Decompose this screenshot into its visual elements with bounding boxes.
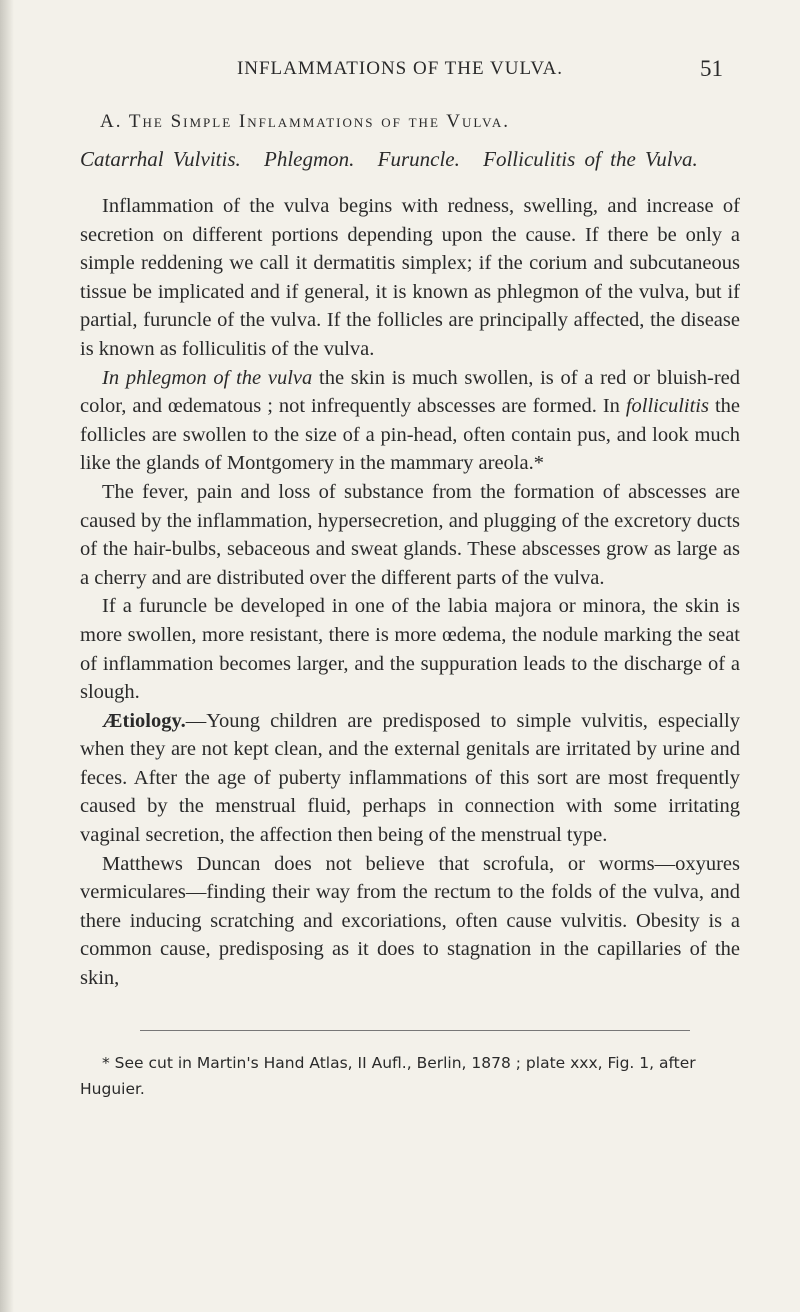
paragraph xyxy=(80,364,740,478)
page-number: 51 xyxy=(700,56,723,81)
subheading-folliculitis: Folliculitis of the Vulva. xyxy=(483,147,698,171)
body-text xyxy=(80,192,740,993)
paragraph: The fever, pain and loss of substance from the formation of abscesses are caused by the inflammation, hypersecretion, and plugging of the excretory ducts of the hair-bulbs, sebaceous and sweat glands. These abscesses grow as large as a cherry and are distributed over the different parts of the vulva. xyxy=(80,480,740,589)
paragraph-text: the follicles are swollen to the size of a pin-head, often contain pus, and look much like the glands of Montgomery in the mammary areola.* xyxy=(80,395,740,475)
subheading-catarrhal: Catarrhal Vulvitis. xyxy=(80,147,241,171)
footnote: * See cut in Martin's Hand Atlas, II Aufl., Berlin, 1878 ; plate xxx, Fig. 1, after Huguier. xyxy=(80,1054,696,1098)
section-heading: A. The Simple Inflammations of the Vulva. xyxy=(100,111,510,132)
subheading-phlegmon: Phlegmon. xyxy=(264,147,355,171)
paragraph-text: —Young children are predisposed to simple vulvitis, especially when they are not kept clean, and the external genitals are irritated by urine and feces. After the age of puberty inflammations of this sort are most frequently caused by the menstrual fluid, perhaps in connection with some irritating vaginal secretion, the affection then being of the menstrual type. xyxy=(80,709,740,847)
subheading-furuncle: Furuncle. xyxy=(377,147,460,171)
aetiology-heading: Ætiology. xyxy=(102,709,186,732)
italic-lead: In phlegmon of the vulva xyxy=(102,366,313,389)
paragraph xyxy=(80,707,740,850)
paragraph: Matthews Duncan does not believe that scrofula, or worms—oxyures vermiculares—finding their way from the rectum to the folds of the vulva, and there inducing scratching and excoriations, often cause vulvitis. Obesity is a common cause, predisposing as it does to stagnation in the capillaries of the skin, xyxy=(80,852,740,990)
paragraph-text: the skin is much swollen, is of a red or bluish-red color, and œdematous ; not infrequently abscesses are formed. In xyxy=(80,366,740,418)
italic-term: folliculitis xyxy=(625,395,709,418)
running-head: INFLAMMATIONS OF THE VULVA. xyxy=(236,58,564,79)
paragraph: If a furuncle be developed in one of the labia majora or minora, the skin is more swollen, more resistant, there is more œdema, the nodule marking the seat of inflammation becomes larger, and the suppuration leads to the discharge of a slough. xyxy=(80,595,740,704)
subheadings xyxy=(80,147,712,172)
footnote-rule xyxy=(140,1030,690,1031)
paragraph: Inflammation of the vulva begins with redness, swelling, and increase of secretion on different portions depending upon the cause. If there be only a simple reddening we call it dermatitis simplex; if the corium and subcutaneous tissue be implicated and if general, it is known as phlegmon of the vulva, but if partial, furuncle of the vulva. If the follicles are principally affected, the disease is known as folliculitis of the vulva. xyxy=(80,195,740,360)
